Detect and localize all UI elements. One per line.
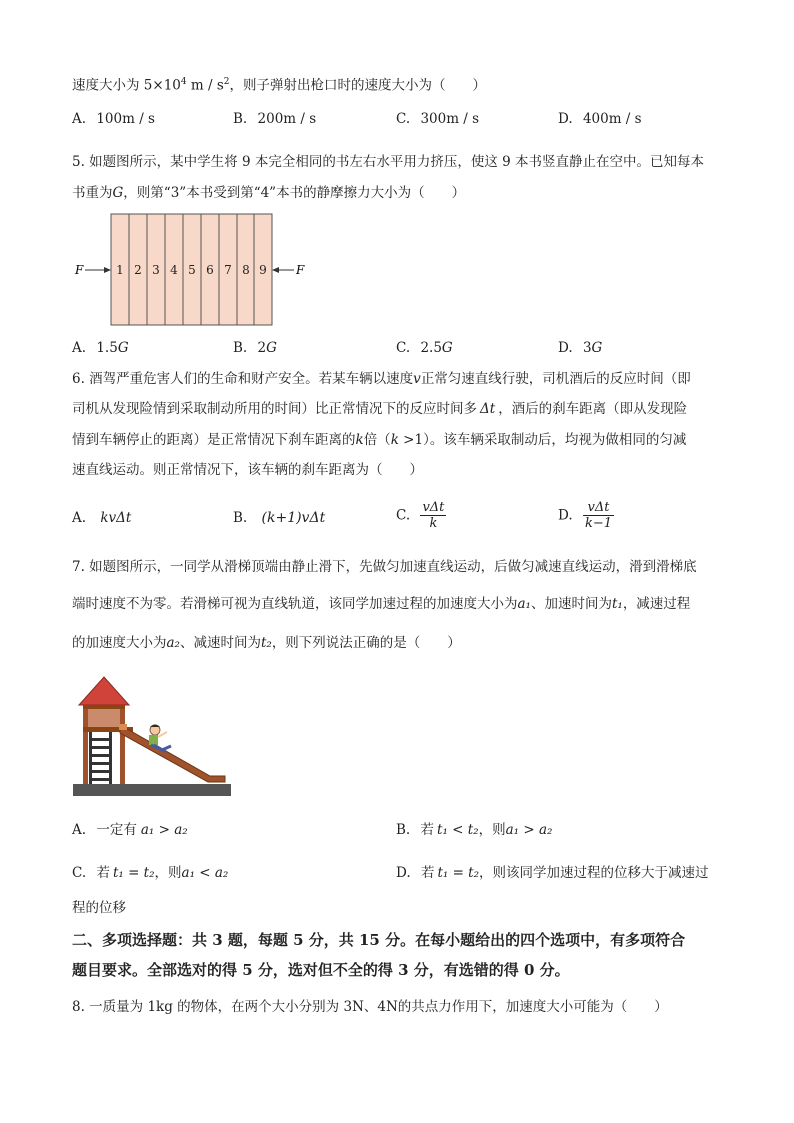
option-letter: A. bbox=[72, 340, 87, 356]
child-hair bbox=[150, 725, 160, 728]
q7-text-2: 、减速时间为 bbox=[179, 635, 261, 651]
option-text-2: ，则 bbox=[154, 865, 182, 881]
q6-text-2: ，酒后的刹车距离（即从发现险 bbox=[498, 401, 688, 417]
q5-option-c[interactable] bbox=[396, 338, 453, 358]
q6-var-k: k bbox=[355, 432, 364, 448]
book-label-7: 7 bbox=[224, 263, 232, 277]
q7-text-2: 、加速时间为 bbox=[530, 596, 612, 612]
q5-option-d[interactable] bbox=[558, 338, 602, 358]
option-letter: D. bbox=[396, 865, 411, 881]
q4-option-a[interactable] bbox=[72, 109, 155, 129]
option-letter: A. bbox=[72, 111, 87, 127]
option-math: t₁ = t₂ bbox=[437, 865, 480, 881]
q7-text: 端时速度不为零。若滑梯可视为直线轨道，该同学加速过程的加速度大小为 bbox=[72, 596, 518, 612]
q7-line-1: 7. 如题图所示，一同学从滑梯顶端由静止滑下，先做匀加速直线运动，后做匀减速直线运动，滑到滑梯底 bbox=[72, 559, 697, 575]
q4-suffix: ，则子弹射出枪口时的速度大小为（ ） bbox=[229, 77, 486, 94]
q6-line-3 bbox=[72, 430, 686, 450]
q5-option-a[interactable] bbox=[72, 338, 129, 358]
q4-tail bbox=[72, 72, 486, 96]
option-text: 400m / s bbox=[582, 111, 642, 127]
slide-figure bbox=[70, 672, 240, 802]
q6-text-2: 倍（ bbox=[363, 432, 391, 448]
post-left bbox=[83, 705, 88, 784]
book-label-3: 3 bbox=[152, 263, 160, 277]
q6-text: 情到车辆停止的距离）是正常情况下刹车距离的 bbox=[72, 432, 356, 448]
book-label-8: 8 bbox=[242, 263, 250, 277]
books-figure bbox=[70, 208, 320, 330]
q7-option-a[interactable] bbox=[72, 820, 188, 840]
option-text: 2.5 bbox=[420, 340, 442, 356]
q7-option-d[interactable] bbox=[396, 863, 709, 883]
option-var: G bbox=[441, 340, 453, 356]
force-right-label: F bbox=[296, 263, 305, 277]
option-letter: D. bbox=[558, 340, 573, 356]
q7-var-t2: t₂ bbox=[260, 635, 272, 651]
fraction-numerator: vΔt bbox=[422, 500, 445, 515]
q7-option-d-cont: 程的位移 bbox=[72, 900, 126, 916]
q8-force-1: 3N bbox=[343, 999, 364, 1015]
force-left-arrowhead bbox=[104, 267, 111, 273]
option-text: 1.5 bbox=[96, 340, 118, 356]
option-letter: A. bbox=[72, 822, 87, 838]
book-label-4: 4 bbox=[170, 263, 178, 277]
section-2-heading-line-1: 二、多项选择题：共 3 题，每题 5 分，共 15 分。在每小题给出的四个选项中，有多项符合 bbox=[72, 931, 686, 949]
option-text: 300m / s bbox=[420, 111, 480, 127]
book-label-9: 9 bbox=[259, 263, 267, 277]
q4-option-c[interactable] bbox=[396, 109, 479, 129]
q4-option-b[interactable] bbox=[233, 109, 316, 129]
q4-exp2: 2 bbox=[223, 77, 230, 87]
q6-text-3: >1）。该车辆采取制动后，均视为做相同的匀减 bbox=[398, 432, 687, 448]
railing bbox=[88, 709, 120, 727]
post-right bbox=[120, 705, 125, 784]
q6-option-c[interactable] bbox=[396, 500, 446, 531]
force-left-label: F bbox=[75, 263, 84, 277]
section-2-heading-line-2: 题目要求。全部选对的得 5 分，选对但不全的得 3 分，有选错的得 0 分。 bbox=[72, 961, 570, 979]
option-letter: D. bbox=[558, 111, 573, 127]
q7-var-a1: a₁ bbox=[517, 596, 531, 612]
child-shirt bbox=[149, 735, 158, 745]
option-letter: C. bbox=[396, 111, 411, 127]
q8-text-2: 的物体，在两个大小分别为 bbox=[172, 999, 344, 1015]
option-var: G bbox=[117, 340, 129, 356]
ground bbox=[73, 784, 231, 796]
q6-text: 6. 酒驾严重危害人们的生命和财产安全。若某车辆以速度 bbox=[72, 371, 414, 387]
option-text: 若 bbox=[420, 822, 435, 838]
fraction-numerator: vΔt bbox=[583, 500, 614, 516]
slide-top bbox=[119, 724, 127, 730]
q6-option-b[interactable] bbox=[233, 508, 325, 528]
option-var: G bbox=[266, 340, 277, 356]
option-letter: C. bbox=[396, 507, 411, 524]
q7-option-c[interactable] bbox=[72, 863, 228, 883]
option-text: 2 bbox=[257, 340, 267, 356]
q8-sep: 、 bbox=[363, 999, 378, 1015]
q6-cond-k: k bbox=[390, 432, 399, 448]
option-text: 若 bbox=[420, 865, 435, 881]
q8-mass: 1kg bbox=[147, 999, 173, 1015]
option-letter: B. bbox=[233, 111, 248, 127]
book-label-1: 1 bbox=[116, 263, 124, 277]
q7-var-a2: a₂ bbox=[166, 635, 180, 651]
option-letter: C. bbox=[396, 340, 411, 356]
option-letter: B. bbox=[233, 510, 248, 526]
q6-text-2: 正常匀速直线行驶，司机酒后的反应时间（即 bbox=[420, 371, 691, 387]
option-math-2: a₁ < a₂ bbox=[181, 865, 229, 881]
q5-text: 书重为 bbox=[72, 185, 113, 201]
option-math: t₁ = t₂ bbox=[112, 865, 155, 881]
force-right-arrowhead bbox=[272, 267, 279, 273]
roof bbox=[79, 677, 129, 705]
q7-line-2 bbox=[72, 594, 690, 614]
roof-beam bbox=[83, 705, 125, 709]
q5-var-g: G bbox=[112, 185, 124, 201]
q5-line-1: 5. 如题图所示，某中学生将 9 本完全相同的书左右水平用力挤压，使这 9 本书竖直静止在空中。已知每本 bbox=[72, 154, 705, 170]
q7-text-3: ，则下列说法正确的是（ ） bbox=[271, 635, 461, 651]
option-var: G bbox=[591, 340, 603, 356]
q4-unit: m / s bbox=[186, 77, 224, 94]
q6-line-4: 速直线运动。则正常情况下，该车辆的刹车距离为（ ） bbox=[72, 462, 423, 478]
option-text-2: ，则该同学加速过程的位移大于减速过 bbox=[479, 865, 709, 881]
option-math: a₁ > a₂ bbox=[140, 822, 188, 838]
option-letter: D. bbox=[558, 507, 573, 524]
option-text: 100m / s bbox=[96, 111, 155, 127]
option-text: 200m / s bbox=[257, 111, 317, 127]
q5-option-b[interactable] bbox=[233, 338, 277, 358]
option-letter: A. bbox=[72, 510, 87, 526]
option-text-2: ，则 bbox=[478, 822, 506, 838]
option-letter: B. bbox=[396, 822, 411, 838]
q8-text: 8. 一质量为 bbox=[72, 999, 148, 1015]
q8-text-3: 的共点力作用下，加速度大小可能为（ ） bbox=[397, 999, 668, 1015]
option-text: 3 bbox=[582, 340, 592, 356]
q7-line-3 bbox=[72, 633, 461, 653]
q6-var-v: v bbox=[413, 371, 421, 387]
option-letter: C. bbox=[72, 865, 87, 881]
q4-exp: 4 bbox=[180, 77, 187, 87]
book-label-6: 6 bbox=[206, 263, 214, 277]
q8-force-2: 4N bbox=[377, 999, 398, 1015]
q6-option-d[interactable] bbox=[558, 500, 614, 531]
book-label-2: 2 bbox=[134, 263, 142, 277]
q4-text: 速度大小为 5×10 bbox=[72, 77, 181, 94]
option-letter: B. bbox=[233, 340, 248, 356]
q7-text-3: ，减速过程 bbox=[622, 596, 691, 612]
q6-var-dt: Δt bbox=[480, 401, 496, 417]
ladder-rungs bbox=[89, 738, 112, 781]
slide-track bbox=[120, 725, 225, 782]
q6-line-1 bbox=[72, 369, 691, 389]
fraction-denominator: k bbox=[429, 516, 438, 531]
fraction bbox=[420, 500, 446, 531]
q8-line-1 bbox=[72, 997, 668, 1017]
q5-line-2 bbox=[72, 183, 465, 203]
fraction-denominator: k−1 bbox=[584, 516, 612, 531]
fraction bbox=[583, 500, 614, 531]
book-label-5: 5 bbox=[188, 263, 196, 277]
q7-option-b[interactable] bbox=[396, 820, 552, 840]
q6-text: 司机从发现险情到采取制动所用的时间）比正常情况下的反应时间多 bbox=[72, 401, 477, 417]
q4-option-d[interactable] bbox=[558, 109, 642, 129]
option-text: 若 bbox=[96, 865, 110, 881]
option-text: 一定有 bbox=[96, 822, 137, 838]
q7-var-t1: t₁ bbox=[611, 596, 623, 612]
option-math: (k+1)vΔt bbox=[261, 510, 326, 526]
q6-line-2 bbox=[72, 399, 687, 419]
option-math-2: a₁ > a₂ bbox=[505, 822, 553, 838]
q5-text-2: ，则第“3”本书受到第“4”本书的静摩擦力大小为（ ） bbox=[123, 185, 466, 201]
option-math: t₁ < t₂ bbox=[437, 822, 479, 838]
q7-text: 的加速度大小为 bbox=[72, 635, 167, 651]
option-math: kvΔt bbox=[100, 510, 132, 526]
q6-option-a[interactable] bbox=[72, 508, 131, 528]
